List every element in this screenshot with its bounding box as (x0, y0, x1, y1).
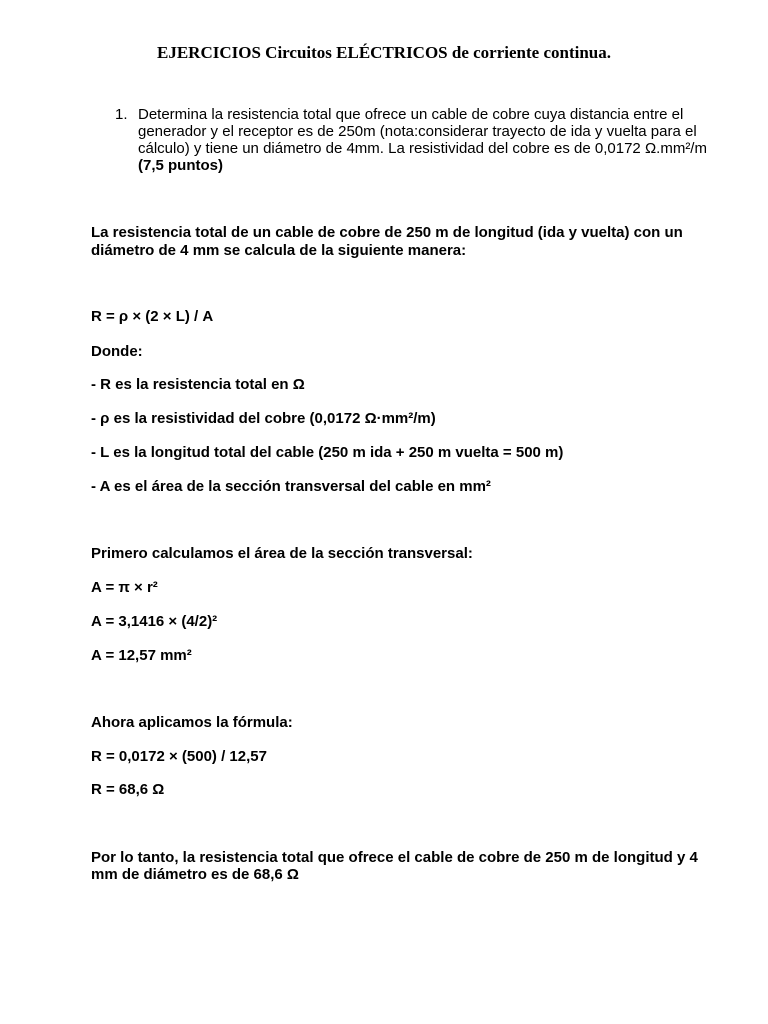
question-number: 1. (115, 106, 128, 123)
question-points: (7,5 puntos) (138, 157, 223, 174)
conclusion-line: Por lo tanto, la resistencia total que ofrece el cable de cobre de 250 m de longitud y 4 (91, 849, 698, 866)
question-line: Determina la resistencia total que ofrece un cable de cobre cuya distancia entre el (138, 106, 684, 123)
answer-intro-line: La resistencia total de un cable de cobre de 250 m de longitud (ida y vuelta) con un (91, 224, 683, 241)
resistance-formula: R = ρ × (2 × L) / A (91, 308, 214, 325)
answer-intro-line: diámetro de 4 mm se calcula de la siguiente manera: (91, 242, 467, 259)
area-intro: Primero calculamos el área de la sección transversal: (91, 545, 473, 562)
area-result: A = 12,57 mm² (91, 647, 192, 664)
document-title: EJERCICIOS Circuitos ELÉCTRICOS de corriente continua. (157, 43, 611, 62)
definition-l: - L es la longitud total del cable (250 m ida + 250 m vuelta = 500 m) (91, 444, 564, 461)
area-substitution: A = 3,1416 × (4/2)² (91, 613, 218, 630)
donde-label: Donde: (91, 343, 143, 360)
definition-r: - R es la resistencia total en Ω (91, 376, 305, 393)
question-line: cálculo) y tiene un diámetro de 4mm. La resistividad del cobre es de 0,0172 Ω.mm²/m (138, 140, 707, 157)
area-formula: A = π × r² (91, 579, 158, 596)
question-line: generador y el receptor es de 250m (nota:considerar trayecto de ida y vuelta para el (138, 123, 697, 140)
definition-rho: - ρ es la resistividad del cobre (0,0172 Ω·mm²/m) (91, 410, 436, 427)
conclusion-line: mm de diámetro es de 68,6 Ω (91, 866, 299, 883)
definition-a: - A es el área de la sección transversal del cable en mm² (91, 478, 491, 495)
apply-result: R = 68,6 Ω (91, 781, 165, 798)
apply-intro: Ahora aplicamos la fórmula: (91, 714, 293, 731)
apply-substitution: R = 0,0172 × (500) / 12,57 (91, 748, 267, 765)
